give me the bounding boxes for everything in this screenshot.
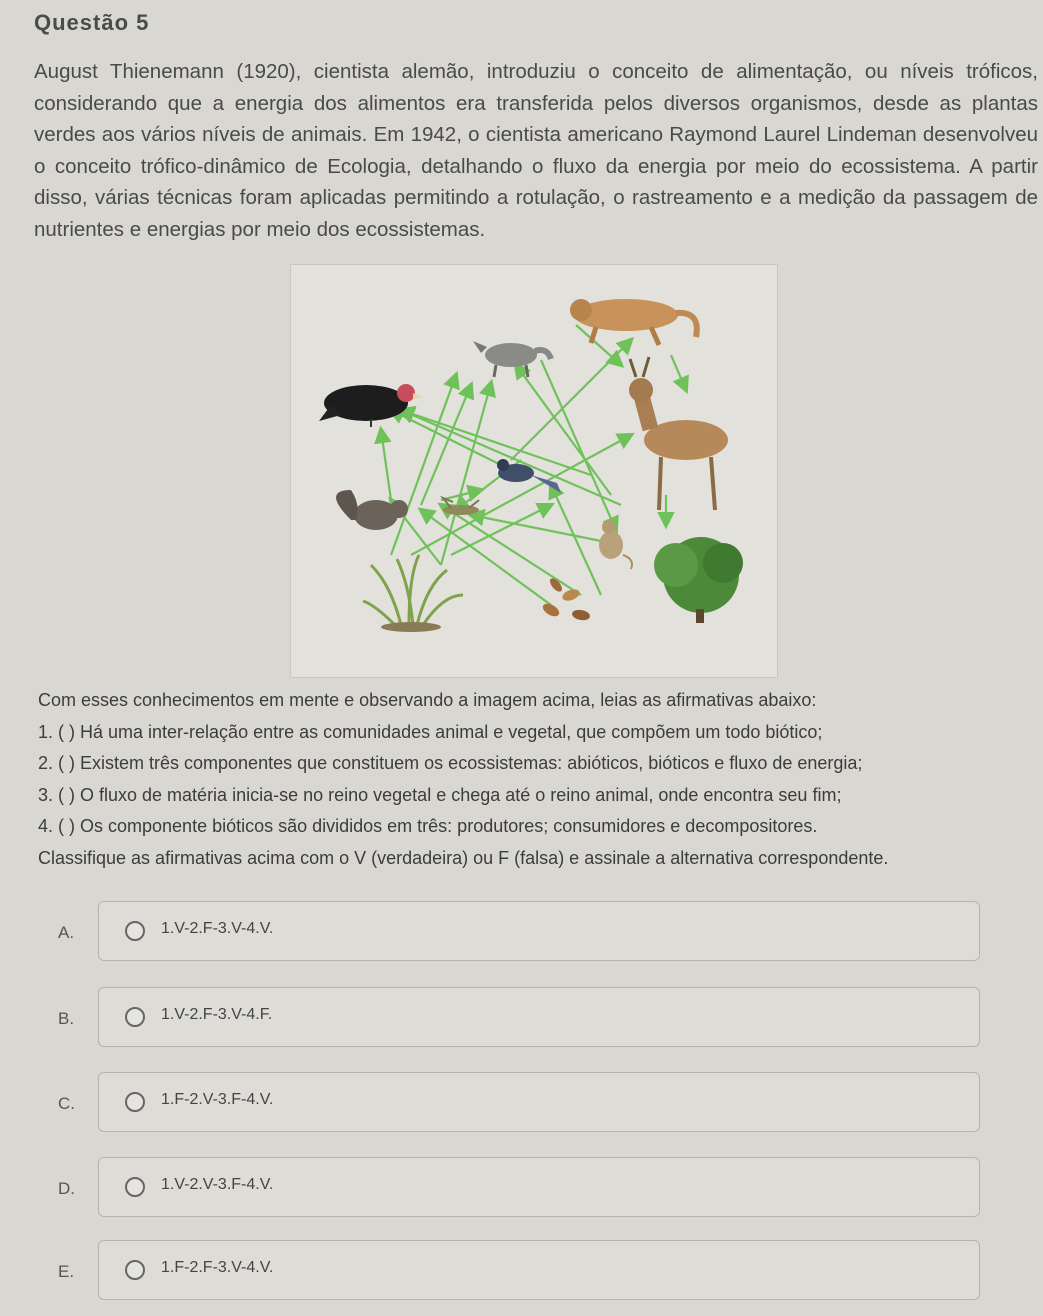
statement-4: 4. ( ) Os componente bióticos são divididos em três: produtores; consumidores e decompositores. (38, 816, 818, 836)
alternative-d-option[interactable] (98, 1157, 980, 1217)
question-intro: August Thienemann (1920), cientista alemão, introduziu o conceito de alimentação, ou níveis tróficos, considerando que a energia dos alimentos era transferida pelos diversos organismos, desde as plantas verdes aos vários níveis de animais. Em 1942, o cientista americano Raymond Laurel Lindeman desenvolveu o conceito trófico-dinâmico de Ecologia, detalhando o fluxo da energia por meio do ecossistema. A partir disso, várias técnicas foram aplicadas permitindo a rotulação, o rastreamento e a medição da passagem de nutrientes e energias por meio dos ecossistemas. (34, 60, 1038, 241)
statements-instruction: Classifique as afirmativas acima com o V (verdadeira) ou F (falsa) e assinale a alternativa correspondente. (38, 847, 889, 868)
alternative-a-letter: A. (58, 923, 75, 942)
alternative-d-radio[interactable] (125, 1177, 145, 1197)
vulture-icon (319, 384, 422, 427)
statements-lead: Com esses conhecimentos em mente e observando a imagem acima, leias as afirmativas abaixo: (38, 690, 817, 710)
alternative-b-letter: B. (58, 1009, 75, 1028)
alternative-e-option[interactable] (98, 1240, 980, 1300)
alternative-b-radio[interactable] (125, 1007, 145, 1027)
squirrel-icon (336, 490, 408, 530)
food-web-arrows (381, 325, 686, 605)
alternative-e-radio[interactable] (125, 1260, 145, 1280)
alternative-c-text: 1.F-2.V-3.F-4.V. (161, 1091, 274, 1108)
alternative-d (0, 1157, 1043, 1219)
question-title: Questão 5 (34, 10, 150, 35)
alternative-d-letter: D. (58, 1179, 75, 1198)
alternative-c-letter: C. (58, 1094, 75, 1113)
leaves-icon (541, 576, 591, 621)
alternative-b-option[interactable] (98, 987, 980, 1047)
grasshopper-icon (443, 498, 479, 515)
statement-2: 2. ( ) Existem três componentes que constituem os ecossistemas: abióticos, bióticos e fluxo de energia; (38, 753, 863, 773)
alternative-e-text: 1.F-2.F-3.V-4.V. (161, 1259, 274, 1276)
statements-block (38, 685, 1028, 874)
alternative-c-option[interactable] (98, 1072, 980, 1132)
alternative-a-option[interactable] (98, 901, 980, 961)
statement-1: 1. ( ) Há uma inter-relação entre as comunidades animal e vegetal, que compõem um todo biótico; (38, 721, 823, 742)
mouse-icon (599, 520, 632, 569)
alternative-b (0, 987, 1043, 1049)
alternative-a-text: 1.V-2.F-3.V-4.V. (161, 920, 274, 937)
alternative-d-text: 1.V-2.V-3.F-4.V. (161, 1176, 274, 1193)
deer-icon (629, 357, 728, 510)
shrub-icon (654, 537, 743, 623)
alternative-e-letter: E. (58, 1262, 75, 1281)
alternative-b-text: 1.V-2.F-3.V-4.F. (161, 1006, 273, 1023)
alternative-c-radio[interactable] (125, 1092, 145, 1112)
food-web-figure (290, 264, 778, 678)
alternative-c (0, 1072, 1043, 1134)
alternative-a-radio[interactable] (125, 921, 145, 941)
cougar-icon (570, 299, 697, 345)
fox-icon (473, 341, 551, 377)
alternative-e (0, 1240, 1043, 1302)
food-web-diagram (291, 265, 777, 677)
statement-3: 3. ( ) O fluxo de matéria inicia-se no reino vegetal e chega até o reino animal, onde encontra seu fim; (38, 784, 842, 805)
alternative-a (0, 901, 1043, 963)
grass-icon (363, 555, 463, 632)
